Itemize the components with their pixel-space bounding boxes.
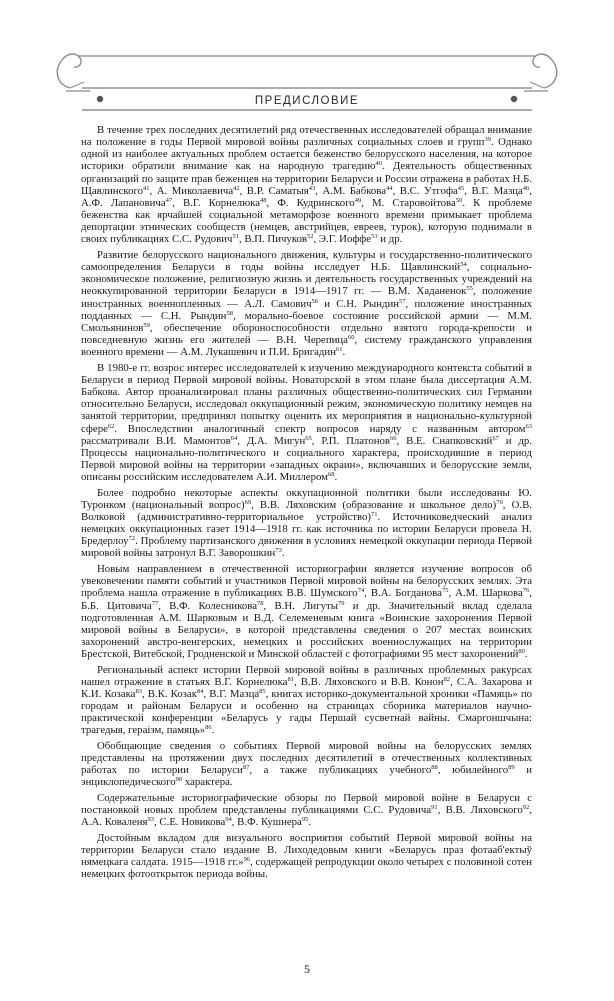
paragraph (81, 563, 532, 660)
footnote-ref: 91 (431, 804, 438, 812)
footnote-ref: 72 (128, 535, 136, 543)
text-run: . Проблему партизанского движения в условиях немецкой оккупации периода Первой мировой войны затронул В.Г. Заворошкин (81, 535, 532, 560)
footnote-ref: 80 (518, 648, 525, 656)
footnote-ref: 94 (225, 816, 232, 824)
footnote-ref: 87 (242, 764, 250, 772)
text-run: , В.Р. Саматыя (239, 184, 309, 197)
footnote-ref: 66 (390, 434, 397, 442)
text-run: , обеспечение обороноспособности отдельно взятого города-крепости и повседневную жизнь его жителей — В.Н. Черепица (81, 321, 532, 347)
text-run: , Д.А. Мигун (237, 434, 306, 447)
text-run: . (524, 648, 528, 661)
footnote-ref: 44 (386, 184, 393, 192)
text-run: , Р.П. Платонов (311, 434, 391, 447)
text-run: , В.В. Ляховским (образование и школьное дело) (251, 498, 497, 511)
footnote-ref: 89 (508, 764, 515, 772)
footnote-ref: 88 (431, 764, 438, 772)
text-run: , книгах историко-документальной хроники «Памяць» по городам и районам Беларуси и особенно на страницах сборника материалов научно-практической конференции «Беларусь у гады Першай сусветнай вайны. Смаргоншчына: трагедыя, гераізм, памяць» (81, 687, 533, 737)
footnote-ref: 96 (243, 856, 251, 864)
text-run: , морально-боевое состояние российской армии — М.М. Смольянинов (81, 309, 532, 334)
text-run: , Ф. Кудринского (266, 196, 355, 209)
footnote-ref: 55 (466, 285, 473, 293)
text-run: , систему гражданского управления военного времени — А.М. Лукашевич и П.И. Бригадин (81, 334, 533, 359)
footnote-ref: 93 (147, 816, 155, 824)
footnote-ref: 39 (484, 136, 491, 144)
text-run: , социально-экономическое положение, религиозную жизнь и деятельность государственных учреждений на неоккупированной территории Беларуси в 1914—1917 гг. — В.М. Хаданенок (81, 261, 532, 298)
text-run: . Деятельность общественных организаций по защите прав беженцев на территории Беларуси и России отражена в работах Н.Б. Щавлинского (81, 160, 532, 197)
text-run: и др. Значительный вклад сделала подготовленная А.М. Шарковым и В.Д. Селеменевым книга «Воинские захоронения Первой мировой войны в Беларуси», в которой представлены сведения о 207 местах воинских захоронений австро-венгерских, немецких и российских военнослужащих на территории Брестской, Витебской, Гродненской и Минской областей с фотографиями 95 мест захоронений (81, 599, 532, 661)
footnote-ref: 86 (205, 724, 212, 732)
footnote-ref: 76 (522, 587, 530, 595)
footnote-ref: 50 (455, 196, 463, 204)
paragraph (81, 832, 532, 881)
text-run: , а также публикациях учебного (249, 764, 432, 777)
footnote-ref: 56 (311, 297, 319, 305)
footnote-ref: 59 (143, 321, 150, 329)
footnote-ref: 40 (375, 160, 382, 168)
footnote-ref: 63 (525, 422, 532, 430)
text-run: , содержащей репродукции около четырех с половиной сотен немецких фотооткрыток периода войны. (81, 856, 532, 881)
footnote-ref: 95 (301, 816, 309, 824)
footnote-ref: 46 (522, 184, 530, 192)
footnote-ref: 41 (143, 184, 150, 192)
text-run: характера. (182, 776, 233, 789)
text-run: и С.Н. Рындин (318, 297, 400, 310)
text-run: , В.Г. Мазца (203, 687, 260, 700)
paragraph (81, 740, 532, 789)
text-run: , А.М. Бабкова (315, 184, 387, 197)
text-run: , В.В. Ляховского и В.В. Конон (293, 675, 444, 688)
footnote-ref: 43 (308, 184, 316, 192)
text-run: , А.Ф. Лапановича (81, 184, 532, 209)
footnote-ref: 51 (232, 233, 239, 241)
footnote-ref: 52 (307, 233, 314, 241)
text-run: и др. (377, 233, 403, 246)
footnote-ref: 70 (496, 498, 503, 506)
text-run: , А.М. Шаркова (448, 587, 523, 600)
footnote-ref: 92 (522, 804, 530, 812)
footnote-ref: 69 (244, 498, 252, 506)
text-run: Региональный аспект истории Первой мировой войны в различных проблемных ракурсах нашел отражение в статьях В.Г. Корнелюка (81, 663, 532, 688)
footnote-ref: 79 (338, 599, 345, 607)
text-run: , А. Миколаевича (149, 184, 234, 197)
text-run: , В.П. Пичуков (238, 233, 308, 246)
page-title: ПРЕДИСЛОВИЕ (254, 95, 360, 107)
footnote-ref: 77 (151, 599, 159, 607)
text-run: . (281, 547, 285, 560)
paragraph (81, 249, 532, 358)
text-run: . К проблеме беженства как ярчайшей социальной метаморфозе военного времени примыкает проблема депортации этнических сообществ (немцев, австрийцев, евреев, турок), которую поднимали в своих публикациях С.С. Рудович (81, 196, 533, 246)
text-run: Обобщающие сведения о событиях Первой мировой войны на белорусских землях представлены на протяжении двух последних десятилетий в отечественных коллективных работах по истории Беларуси (81, 740, 532, 777)
footnote-ref: 57 (399, 297, 406, 305)
text-run: Содержательные историографические обзоры по Первой мировой войне в Беларуси с постановкой новых проблем представлены публикациями С.С. Рудовича (81, 792, 532, 817)
text-run: , В.Ф. Колесникова (158, 599, 258, 612)
text-run: , М. Старовойтова (361, 196, 456, 209)
footnote-ref: 48 (260, 196, 267, 204)
text-run: . Источниковедческий анализ немецких оккупационных газет 1914—1918 гг. как источника по истории Беларуси провела Н. Бредерлоу (81, 511, 532, 548)
text-run: , В.С. Утгофа (392, 184, 458, 197)
footnote-ref: 81 (287, 675, 294, 683)
footnote-ref: 85 (259, 687, 266, 695)
text-run: и энциклопедического (81, 764, 532, 789)
footnote-ref: 45 (457, 184, 465, 192)
footnote-ref: 42 (233, 184, 240, 192)
paragraph (81, 792, 532, 828)
text-run: , юбилейного (437, 764, 509, 777)
text-run: . (211, 724, 215, 737)
text-run: , В.К. Козак (141, 687, 197, 700)
text-run: , В.Ф. Кушнера (231, 816, 302, 829)
footnote-ref: 54 (460, 261, 467, 269)
paragraph (81, 487, 532, 560)
footnote-ref: 47 (165, 196, 173, 204)
paragraph (81, 124, 532, 246)
text-run: , положение иностранных подданных — С.Н. Рындин (81, 297, 532, 322)
text-run: , В.В. Ляховского (437, 804, 523, 817)
text-run: . (342, 346, 346, 359)
text-run: . (308, 816, 312, 829)
footnote-ref: 58 (226, 309, 233, 317)
text-run: , Э.Г. Иоффе (313, 233, 372, 246)
text-run: . Однако одной из наиболее актуальных проблем остается беженство белорусского населения, на которое историки обратили внимание как на народную трагедию (81, 136, 532, 173)
text-run: Развитие белорусского национального движения, культуры и государственно-политического самоопределения Беларуси в годы войны исследует Н.Б. Щавлинский (81, 248, 532, 274)
text-run: , В.Е. Снапковский (396, 434, 493, 447)
footnote-ref: 82 (443, 675, 451, 683)
footnote-ref: 74 (357, 587, 365, 595)
text-run: . Впоследствии аналогичный спектр вопросов наряду с названным автором (114, 422, 526, 435)
text-run: , А.А. Коваленя (81, 804, 532, 829)
footnote-ref: 75 (441, 587, 449, 595)
text-run: Более подробно некоторые аспекты оккупационной политики были исследованы Ю. Туронком (национальный вопрос) (81, 486, 532, 511)
footnote-ref: 64 (230, 434, 238, 442)
text-run: Достойным вкладом для визуального восприятия событий Первой мировой войны на территории Беларуси стало издание В. Лиходедовым книги «Беларусь праз фотааб'ектыў нямецкага салдата. 1915—1918 гг.» (81, 831, 532, 869)
page-header (52, 36, 562, 112)
text-run: рассматривали В.И. Мамонтов (81, 434, 231, 447)
text-run: , В.Г. Корнелюка (172, 196, 261, 209)
text-run: , С.Е. Новикова (154, 816, 226, 829)
text-run: и др. Процессы национально-политического и социального характера, происходившие в период Первой мировой войны на территории «западных окраин», включавших и белорусские земли, описаны российским исследователем А.И. Миллером (81, 434, 532, 484)
footnote-ref: 90 (175, 776, 183, 784)
footnote-ref: 67 (492, 434, 499, 442)
footnote-ref: 68 (328, 471, 335, 479)
paragraph (81, 664, 532, 737)
footnote-ref: 49 (354, 196, 362, 204)
paragraph (81, 362, 532, 484)
text-run: В 1980-е гг. возрос интерес исследователей к изучению международного контекста событий в Беларуси в период Первой мировой войны. Новаторской в этом плане была диссертация А.М. Бабкова. Автор проанализировал планы различных общественно-политических сил Германии относительно Беларуси, исследовал оккупационный режим, экономическую политику немцев на занятой территории, предпринял попытку оценить их мероприятия в национально-культурной сфере (81, 361, 532, 435)
text-run: , Б.Б. Цитовича (81, 587, 532, 612)
footnote-ref: 61 (335, 346, 343, 354)
body-text (81, 124, 532, 884)
footnote-ref: 62 (107, 422, 115, 430)
text-run: Новым направлением в отечественной историографии является изучение вопросов об увековечении памяти событий и участников Первой мировой войны на белорусских землях. Эта проблема нашла отражение в публикациях В.В. Шумского (81, 563, 532, 600)
text-run: , В.А. Богданова (364, 587, 442, 600)
footnote-ref: 53 (371, 233, 378, 241)
footnote-ref: 83 (135, 687, 142, 695)
footnote-ref: 84 (196, 687, 204, 695)
text-run: , С.А. Захарова и К.И. Козака (81, 675, 532, 700)
text-run: , В.Н. Лигуты (263, 599, 339, 612)
footnote-ref: 71 (371, 511, 378, 519)
text-run: В течение трех последних десятилетий ряд отечественных исследователей обращал внимание на положение в годы Первой мировой войны различных социальных слоев и групп (81, 124, 532, 149)
footnote-ref: 65 (305, 434, 312, 442)
text-run: , положение иностранных военнопленных — А.Л. Самович (81, 285, 532, 310)
footnote-ref: 78 (257, 599, 264, 607)
text-run: . (334, 471, 338, 484)
page-number: 5 (304, 962, 310, 976)
text-run: , В.Г. Мазца (464, 184, 523, 197)
text-run: , О.В. Волковой (административно-территориальное устройство) (81, 498, 532, 524)
footnote-ref: 60 (347, 334, 355, 342)
footnote-ref: 73 (275, 547, 282, 555)
